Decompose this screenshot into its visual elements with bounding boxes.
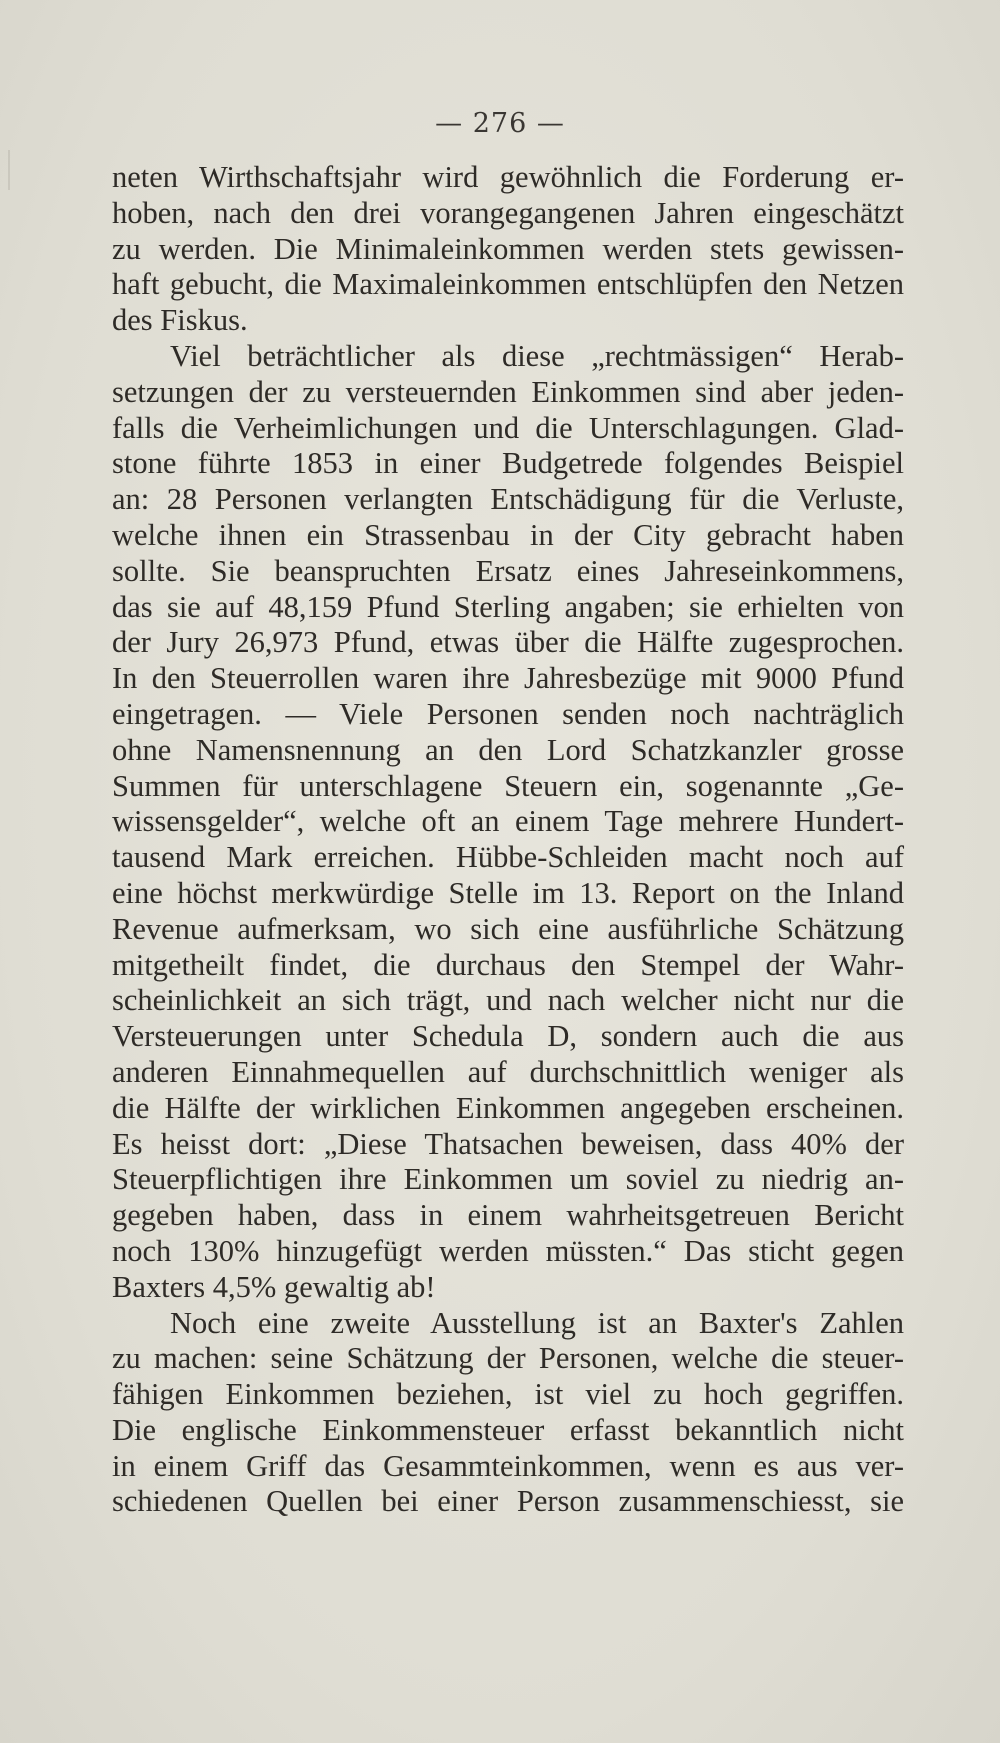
text-line: mitgetheilt findet, die durchaus den Stempel der Wahr- [112,947,904,982]
text-line: zu werden. Die Minimaleinkommen werden stets gewissen- [112,231,904,266]
page-number: — 276 — [435,108,565,139]
text-line: eine höchst merkwürdige Stelle im 13. Report on the Inland [112,875,904,910]
text-line: Versteuerungen unter Schedula D, sondern auch die aus [112,1019,904,1054]
text-line: noch 130% hinzugefügt werden müssten.“ Das sticht gegen [112,1233,904,1268]
text-line: Noch eine zweite Ausstellung ist an Baxter's Zahlen [170,1305,904,1340]
text-line: ohne Namensnennung an den Lord Schatzkanzler grosse [112,732,904,767]
text-line: das sie auf 48,159 Pfund Sterling angaben; sie erhielten von [112,589,904,624]
text-line: stone führte 1853 in einer Budgetrede folgendes Beispiel [112,446,904,481]
text-line: haft gebucht, die Maximaleinkommen entschlüpfen den Netzen [112,267,904,302]
text-line: scheinlichkeit an sich trägt, und nach welcher nicht nur die [112,983,904,1018]
text-line: anderen Einnahmequellen auf durchschnittlich weniger als [112,1054,904,1089]
text-line: setzungen der zu versteuernden Einkommen sind aber jeden- [112,374,904,409]
text-line: fähigen Einkommen beziehen, ist viel zu hoch gegriffen. [112,1377,904,1412]
text-line: Steuerpflichtigen ihre Einkommen um soviel zu niedrig an- [112,1162,904,1197]
text-line: der Jury 26,973 Pfund, etwas über die Hälfte zugesprochen. [112,625,904,660]
text-line: In den Steuerrollen waren ihre Jahresbezüge mit 9000 Pfund [112,661,904,696]
text-line: die Hälfte der wirklichen Einkommen angegeben erscheinen. [112,1090,904,1125]
text-line: Baxters 4,5% gewaltig ab! [112,1269,436,1304]
page-edge-mark [8,150,10,190]
text-line: wissensgelder“, welche oft an einem Tage mehrere Hundert- [112,804,904,839]
text-line: Es heisst dort: „Diese Thatsachen beweisen, dass 40% der [112,1126,904,1161]
text-line: tausend Mark erreichen. Hübbe-Schleiden macht noch auf [112,840,904,875]
text-line: in einem Griff das Gesammteinkommen, wenn es aus ver- [112,1448,904,1483]
text-line: des Fiskus. [112,303,248,338]
text-line: gegeben haben, dass in einem wahrheitsgetreuen Bericht [112,1198,904,1233]
text-line: Die englische Einkommensteuer erfasst bekanntlich nicht [112,1412,904,1447]
paragraph [112,160,904,339]
text-line: neten Wirthschaftsjahr wird gewöhnlich die Forderung er- [112,160,904,194]
text-line: Revenue aufmerksam, wo sich eine ausführliche Schätzung [112,911,904,946]
text-line: sollte. Sie beanspruchten Ersatz eines Jahreseinkommens, [112,553,904,588]
text-line: eingetragen. — Viele Personen senden noch nachträglich [112,696,904,731]
text-line: falls die Verheimlichungen und die Unterschlagungen. Glad- [112,410,904,445]
text-line: schiedenen Quellen bei einer Person zusammenschiesst, sie [112,1484,904,1519]
body-text [112,160,904,1520]
text-line: an: 28 Personen verlangten Entschädigung für die Verluste, [112,482,904,517]
text-line: zu machen: seine Schätzung der Personen, welche die steuer- [112,1341,904,1376]
text-line: Viel beträchtlicher als diese „rechtmässigen“ Herab- [170,338,904,373]
text-line: welche ihnen ein Strassenbau in der City gebracht haben [112,517,904,552]
paragraph [112,339,904,1306]
paragraph [112,1306,904,1521]
text-line: Summen für unterschlagene Steuern ein, sogenannte „Ge- [112,768,904,803]
text-line: hoben, nach den drei vorangegangenen Jahren eingeschätzt [112,195,904,230]
